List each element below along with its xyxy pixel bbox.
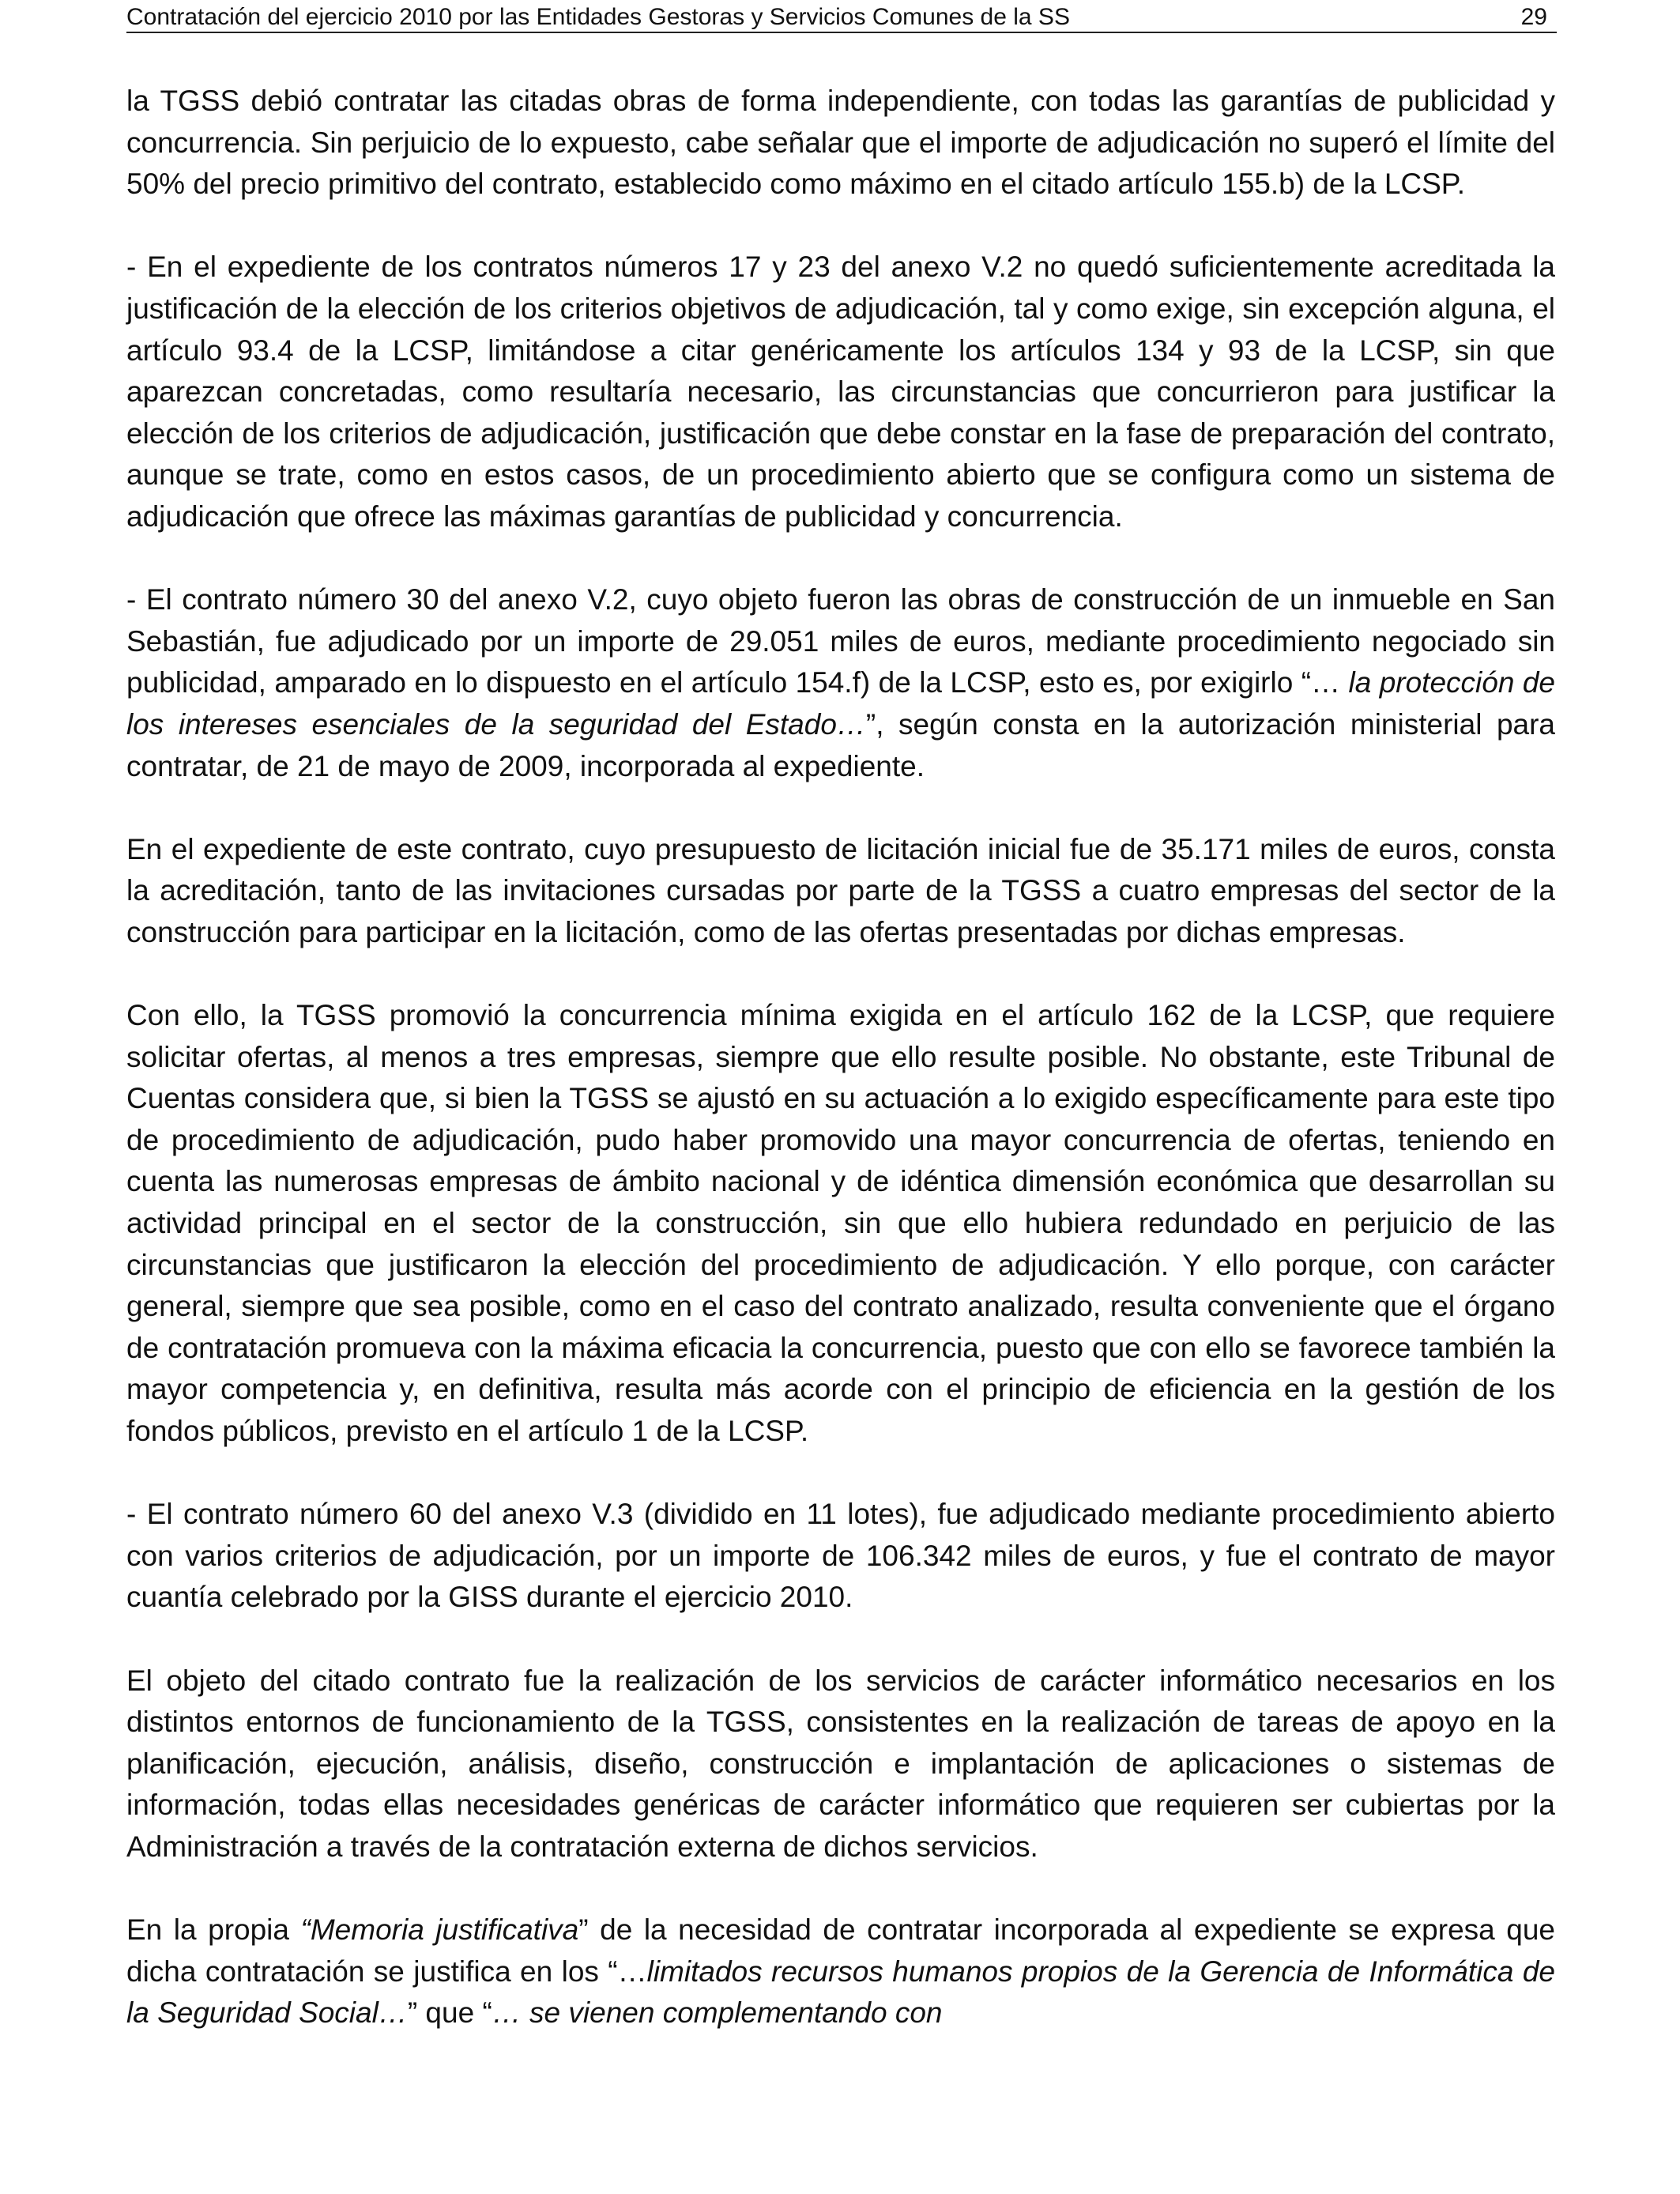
paragraph-8-quote-2: … se vienen complementando con (492, 1996, 943, 2030)
paragraph-6: - El contrato número 60 del anexo V.3 (dividido en 11 lotes), fue adjudicado mediante procedimiento abierto con varios criterios de adjudicación, por un importe de 106.342 miles de euros, y fue el contrato de mayor cuantía celebrado por la GISS durante el ejercicio 2010. (126, 1498, 1555, 1614)
paragraph-3-text-b: ”, según consta en la autorización ministerial para contratar, de 21 de mayo de 2009, incorporada al expediente. (126, 707, 1555, 782)
header-title: Contratación del ejercicio 2010 por las Entidades Gestoras y Servicios Comunes de la SS (126, 4, 1070, 30)
paragraph-8-quote-1: limitados recursos humanos propios de la Gerencia de Informática de la Seguridad Social… (126, 1955, 1555, 2030)
paragraph-8 (126, 1909, 1555, 2034)
paragraph-5: Con ello, la TGSS promovió la concurrencia mínima exigida en el artículo 162 de la LCSP, que requiere solicitar ofertas, al menos a tres empresas, siempre que ello resulte posible. No obstante, este Tribunal de Cuentas considera que, si bien la TGSS se ajustó en su actuación a lo exigido específicamente para este tipo de procedimiento de adjudicación, pudo haber promovido una mayor concurrencia de ofertas, teniendo en cuenta las numerosas empresas de ámbito nacional y de idéntica dimensión económica que desarrollan su actividad principal en el sector de la construcción, sin que ello hubiera redundado en perjuicio de las circunstancias que justificaron la elección del procedimiento de adjudicación. Y ello porque, con carácter general, siempre que sea posible, como en el caso del contrato analizado, resulta conveniente que el órgano de contratación promueva con la máxima eficacia la concurrencia, puesto que con ello se favorece también la mayor competencia y, en definitiva, resulta más acorde con el principio de eficiencia en la gestión de los fondos públicos, previsto en el artículo 1 de la LCSP. (126, 999, 1555, 1447)
page-header (126, 0, 1557, 33)
paragraph-3-text-a: - El contrato número 30 del anexo V.2, cuyo objeto fueron las obras de construcción de un inmueble en San Sebastián, fue adjudicado por un importe de 29.051 miles de euros, mediante procedimiento negociado sin publicidad, amparado en lo dispuesto en el artículo 154.f) de la LCSP, esto es, por exigirlo “… (126, 583, 1555, 699)
document-body (126, 81, 1555, 2034)
paragraph-8-text-b: ” de la necesidad de contratar incorporada al expediente se expresa que dicha contratación se justifica en los “… (126, 1913, 1555, 1988)
paragraph-8-text-c: ” que “ (407, 1996, 492, 2030)
paragraph-1: la TGSS debió contratar las citadas obras de forma independiente, con todas las garantías de publicidad y concurrencia. Sin perjuicio de lo expuesto, cabe señalar que el importe de adjudicación no superó el límite del 50% del precio primitivo del contrato, establecido como máximo en el citado artículo 155.b) de la LCSP. (126, 85, 1555, 201)
paragraph-7: El objeto del citado contrato fue la realización de los servicios de carácter informático necesarios en los distintos entornos de funcionamiento de la TGSS, consistentes en la realización de tareas de apoyo en la planificación, ejecución, análisis, diseño, construcción e implantación de aplicaciones o sistemas de información, todas ellas necesidades genéricas de carácter informático que requieren ser cubiertas por la Administración a través de la contratación externa de dichos servicios. (126, 1664, 1555, 1863)
paragraph-2: - En el expediente de los contratos números 17 y 23 del anexo V.2 no quedó suficientemente acreditada la justificación de la elección de los criterios objetivos de adjudicación, tal y como exige, sin excepción alguna, el artículo 93.4 de la LCSP, limitándose a citar genéricamente los artículos 134 y 93 de la LCSP, sin que aparezcan concretadas, como resultaría necesario, las circunstancias que concurrieron para justificar la elección de los criterios de adjudicación, justificación que debe constar en la fase de preparación del contrato, aunque se trate, como en estos casos, de un procedimiento abierto que se configura como un sistema de adjudicación que ofrece las máximas garantías de publicidad y concurrencia. (126, 251, 1555, 533)
paragraph-8-title: “Memoria justificativa (300, 1913, 579, 1947)
page-number: 29 (1520, 4, 1547, 30)
paragraph-8-text-a: En la propia (126, 1913, 301, 1947)
paragraph-3 (126, 579, 1555, 787)
paragraph-4: En el expediente de este contrato, cuyo presupuesto de licitación inicial fue de 35.171 miles de euros, consta la acreditación, tanto de las invitaciones cursadas por parte de la TGSS a cuatro empresas del sector de la construcción para participar en la licitación, como de las ofertas presentadas por dichas empresas. (126, 832, 1555, 948)
paragraph-3-quote: la protección de los intereses esenciales de la seguridad del Estado… (126, 666, 1555, 741)
